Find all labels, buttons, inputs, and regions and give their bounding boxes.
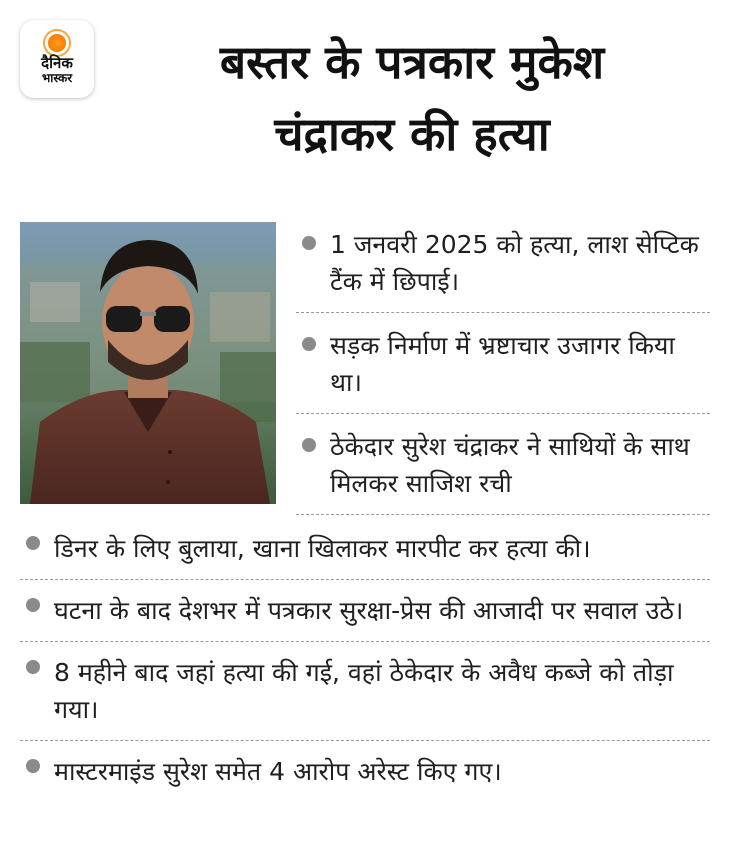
list-item: सड़क निर्माण में भ्रष्टाचार उजागर किया था।	[296, 323, 710, 414]
page-title	[110, 26, 714, 170]
bullet-list-top	[296, 222, 710, 525]
logo-text-line1: दैनिक	[41, 53, 73, 72]
list-item: 8 महीने बाद जहां हत्या की गई, वहां ठेकेदार के अवैध कब्जे को तोड़ा गया।	[20, 646, 710, 741]
sun-icon	[48, 34, 66, 52]
logo-text-line2: भास्कर	[41, 70, 73, 85]
bullet-list-bottom	[20, 522, 710, 806]
list-item: ठेकेदार सुरेश चंद्राकर ने साथियों के साथ मिलकर साजिश रची	[296, 424, 710, 515]
list-item: 1 जनवरी 2025 को हत्या, लाश सेप्टिक टैंक में छिपाई।	[296, 222, 710, 313]
list-item: मास्टरमाइंड सुरेश समेत 4 आरोप अरेस्ट किए गए।	[20, 745, 710, 802]
title-line2: चंद्राकर की हत्या	[274, 107, 550, 161]
journalist-photo	[20, 222, 276, 504]
title-line1: बस्तर के पत्रकार मुकेश	[219, 35, 605, 89]
dainik-bhaskar-logo[interactable]	[20, 20, 94, 98]
list-item: घटना के बाद देशभर में पत्रकार सुरक्षा-प्रेस की आजादी पर सवाल उठे।	[20, 584, 710, 642]
list-item: डिनर के लिए बुलाया, खाना खिलाकर मारपीट कर हत्या की।	[20, 522, 710, 580]
